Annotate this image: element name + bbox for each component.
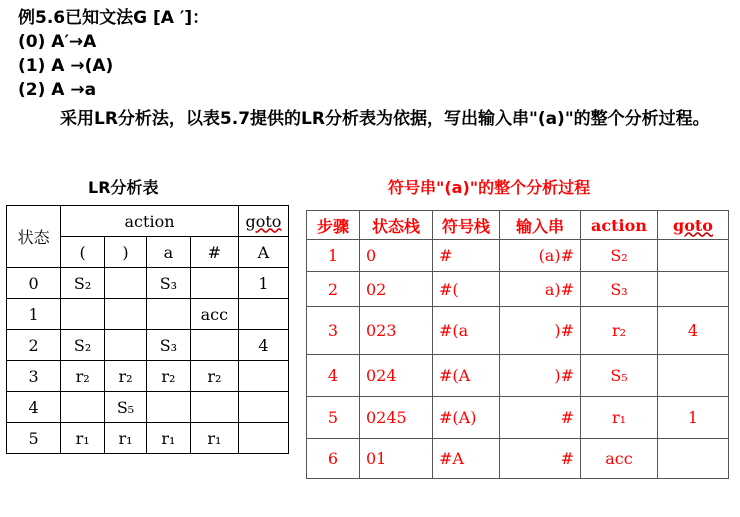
- symbol-stack-cell: #(: [433, 272, 500, 307]
- action-cell: S₂: [581, 240, 658, 272]
- state-cell: 4: [7, 392, 61, 423]
- state-cell: 5: [7, 423, 61, 454]
- table-cell: S₃: [146, 268, 190, 299]
- table-cell: S₅: [105, 392, 147, 423]
- example-heading: [18, 6, 209, 102]
- table-row: [307, 240, 729, 272]
- table-cell: r₁: [105, 423, 147, 454]
- state-cell: 3: [7, 361, 61, 392]
- input-cell: (a)#: [500, 240, 581, 272]
- goto-cell: 4: [658, 307, 729, 355]
- goto-header: [238, 206, 288, 237]
- table-cell: [190, 392, 238, 423]
- table-cell: [190, 330, 238, 361]
- table-row: [7, 423, 289, 454]
- input-cell: a)#: [500, 272, 581, 307]
- table-cell: [105, 330, 147, 361]
- symbol-stack-cell: #A: [433, 439, 500, 479]
- table-cell: r₂: [146, 361, 190, 392]
- table-cell: [238, 392, 288, 423]
- table-cell: S₂: [61, 330, 105, 361]
- state-stack-cell: 01: [360, 439, 433, 479]
- table-cell: S₂: [61, 268, 105, 299]
- symbol-stack-cell: #(A: [433, 355, 500, 397]
- symbol-hash: #: [190, 237, 238, 268]
- analysis-process-table: [306, 210, 729, 479]
- step-cell: 4: [307, 355, 360, 397]
- process-header-row: [307, 211, 729, 240]
- input-cell: )#: [500, 307, 581, 355]
- col-goto-text: goto: [673, 215, 713, 235]
- col-step: 步骤: [307, 211, 360, 240]
- table-cell: acc: [190, 299, 238, 330]
- table-row: [307, 272, 729, 307]
- table-row: [7, 330, 289, 361]
- process-table-caption: 符号串"(a)"的整个分析过程: [388, 178, 591, 197]
- action-cell: r₁: [581, 397, 658, 439]
- table-cell: r₂: [190, 361, 238, 392]
- table-cell: [190, 268, 238, 299]
- state-cell: 1: [7, 299, 61, 330]
- table-row: [7, 268, 289, 299]
- input-cell: )#: [500, 355, 581, 397]
- action-cell: S₅: [581, 355, 658, 397]
- table-row: [307, 439, 729, 479]
- table-row: [307, 397, 729, 439]
- step-cell: 2: [307, 272, 360, 307]
- table-cell: [238, 361, 288, 392]
- lr-table-caption: LR分析表: [88, 178, 159, 197]
- table-row: [7, 361, 289, 392]
- table-cell: [146, 299, 190, 330]
- col-state-stack: 状态栈: [360, 211, 433, 240]
- input-cell: #: [500, 439, 581, 479]
- table-cell: r₂: [61, 361, 105, 392]
- state-header: 状态: [7, 206, 61, 268]
- col-symbol-stack: 符号栈: [433, 211, 500, 240]
- table-cell: [146, 392, 190, 423]
- table-row: [7, 299, 289, 330]
- table-cell: r₁: [146, 423, 190, 454]
- table-cell: S₃: [146, 330, 190, 361]
- symbol-lparen: (: [61, 237, 105, 268]
- symbol-stack-cell: #(a: [433, 307, 500, 355]
- goto-symbol-A: A: [238, 237, 288, 268]
- input-cell: #: [500, 397, 581, 439]
- table-cell: r₂: [105, 361, 147, 392]
- action-cell: r₂: [581, 307, 658, 355]
- step-cell: 6: [307, 439, 360, 479]
- action-cell: acc: [581, 439, 658, 479]
- table-cell: r₁: [61, 423, 105, 454]
- state-cell: 2: [7, 330, 61, 361]
- col-input-string: 输入串: [500, 211, 581, 240]
- table-cell: [61, 299, 105, 330]
- goto-cell: [658, 355, 729, 397]
- table-cell: 4: [238, 330, 288, 361]
- state-stack-cell: 0: [360, 240, 433, 272]
- goto-cell: 1: [658, 397, 729, 439]
- goto-cell: [658, 439, 729, 479]
- table-cell: [238, 423, 288, 454]
- goto-header-text: goto: [245, 211, 282, 231]
- table-cell: r₁: [190, 423, 238, 454]
- symbol-stack-cell: #(A): [433, 397, 500, 439]
- example-title: 例5.6已知文法G [A ′]：: [18, 8, 210, 28]
- symbol-a: a: [146, 237, 190, 268]
- table-cell: 1: [238, 268, 288, 299]
- table-cell: [105, 268, 147, 299]
- table-row: [7, 392, 289, 423]
- table-row: [307, 355, 729, 397]
- step-cell: 1: [307, 240, 360, 272]
- goto-cell: [658, 272, 729, 307]
- step-cell: 3: [307, 307, 360, 355]
- state-stack-cell: 0245: [360, 397, 433, 439]
- symbol-stack-cell: #: [433, 240, 500, 272]
- instruction-text: 采用LR分析法，以表5.7提供的LR分析表为依据，写出输入串"(a)"的整个分析过程。: [60, 109, 710, 129]
- symbol-rparen: ): [105, 237, 147, 268]
- goto-cell: [658, 240, 729, 272]
- action-cell: S₃: [581, 272, 658, 307]
- state-cell: 0: [7, 268, 61, 299]
- col-goto: [658, 211, 729, 240]
- action-header: action: [61, 206, 239, 237]
- col-action: action: [581, 211, 658, 240]
- table-cell: [105, 299, 147, 330]
- step-cell: 5: [307, 397, 360, 439]
- state-stack-cell: 023: [360, 307, 433, 355]
- table-row: [307, 307, 729, 355]
- lr-header-row: [7, 206, 289, 237]
- lr-analysis-table: [6, 205, 289, 454]
- grammar-rule-2: (2) A →a: [18, 80, 97, 100]
- instruction-paragraph: [18, 106, 733, 132]
- grammar-rule-0: (0) A′→A: [18, 32, 97, 52]
- table-cell: [238, 299, 288, 330]
- state-stack-cell: 02: [360, 272, 433, 307]
- table-cell: [61, 392, 105, 423]
- state-stack-cell: 024: [360, 355, 433, 397]
- grammar-rule-1: (1) A →(A): [18, 56, 114, 76]
